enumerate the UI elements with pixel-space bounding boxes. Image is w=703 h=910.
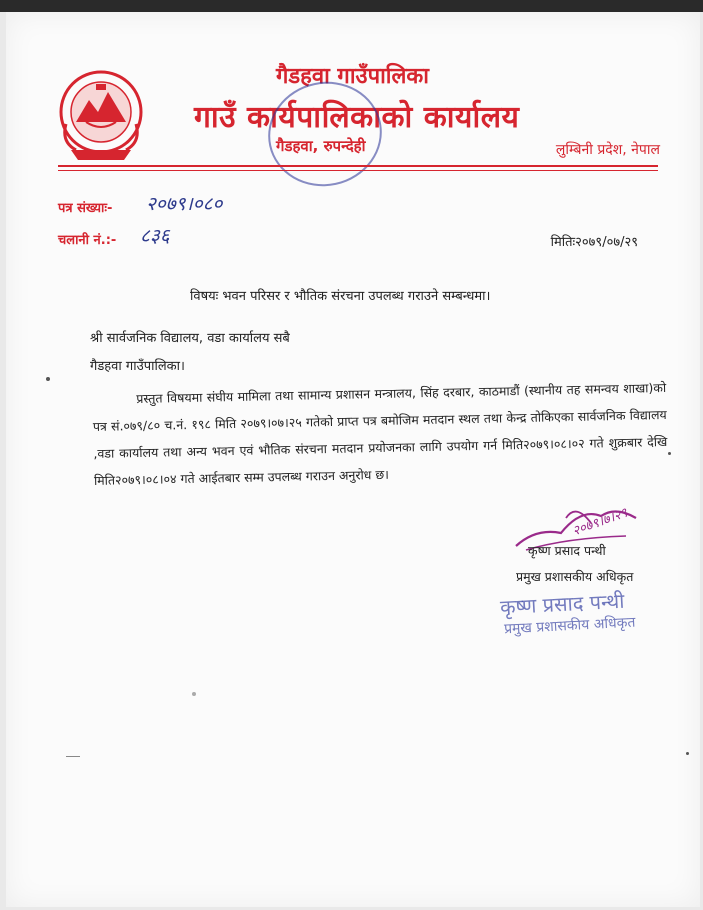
signatory-title: प्रमुख प्रशासकीय अधिकृत xyxy=(516,569,634,584)
scan-speck xyxy=(46,377,50,381)
municipality-name: गैडहवा गाउँपालिका xyxy=(276,64,429,89)
letter-body xyxy=(92,374,668,494)
office-name: गाउँ कार्यपालिकाको कार्यालय xyxy=(194,100,520,135)
scan-speck xyxy=(66,756,80,757)
scan-speck xyxy=(686,752,689,755)
stamp-signatory-name: कृष्ण प्रसाद पन्थी xyxy=(499,588,625,620)
letter-number-value: २०७९।०८० xyxy=(146,193,223,215)
office-seal-stamp xyxy=(258,71,391,196)
nepal-emblem-icon xyxy=(56,62,146,172)
stamp-signatory-title: प्रमुख प्रशासकीय अधिकृत xyxy=(503,614,636,638)
signature-date: २०७९।७।२९ xyxy=(570,505,630,540)
dispatch-number-value: ८३६ xyxy=(140,225,170,247)
letter-body-text: प्रस्तुत विषयमा संघीय मामिला तथा सामान्य प्रशासन मन्त्रालय, सिंह दरबार, काठमाडौं (स्थानीय तह समन्वय शाखा)को पत्र सं.०७९/८० च.नं. १९८ मिति २०७९।०७।२५ गतेको प्राप्त पत्र बमोजिम मतदान स्थल तथा केन्द्र तोकिएका सार्वजनिक विद्यालय ,वडा कार्यालय तथा अन्य भवन एवं भौतिक संरचना मतदान प्रयोजनका लागि उपयोग गर्न मिति२०७९।०८।०२ गते शुक्रबार देखि मिति२०७९।०८।०४ गते आईतबार सम्म उपलब्ध गराउन अनुरोध छ। xyxy=(92,379,668,488)
recipient-line-2: गैडहवा गाउँपालिका। xyxy=(90,359,185,374)
scan-speck xyxy=(192,692,196,696)
signatory-name: कृष्ण प्रसाद पन्थी xyxy=(528,543,606,558)
scan-speck xyxy=(668,452,671,455)
letter-number-label: पत्र संख्याः- xyxy=(58,201,113,216)
letterhead-rule-thick xyxy=(58,165,658,167)
scan-top-edge xyxy=(0,0,703,12)
recipient-line-1: श्री सार्वजनिक विद्यालय, वडा कार्यालय सबै xyxy=(90,331,290,346)
dispatch-number-label: चलानी नं.:- xyxy=(58,233,117,248)
letterhead-rule-thin xyxy=(58,170,658,171)
province-label: लुम्बिनी प्रदेश, नेपाल xyxy=(555,142,660,158)
letter-page xyxy=(6,12,700,907)
letter-subject: विषयः भवन परिसर र भौतिक संरचना उपलब्ध गराउने सम्बन्धमा। xyxy=(190,289,491,304)
letter-date: मितिः२०७९/०७/२९ xyxy=(550,235,638,250)
office-address: गैडहवा, रुपन्देही xyxy=(276,137,366,155)
